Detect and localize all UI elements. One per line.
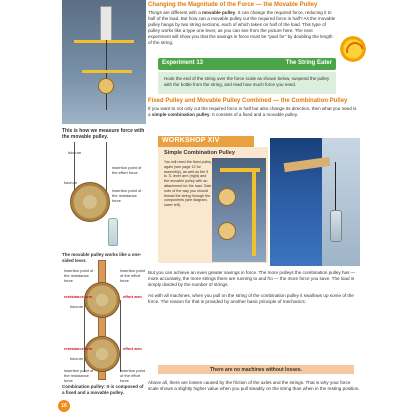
experiment-label: Experiment 13 <box>162 60 204 66</box>
caption-combination-pulley: Combination pulley: It is composed of a fixed and a movable pulley. <box>62 384 144 395</box>
label-resistance-arm-1: resistance arm <box>64 294 93 299</box>
heading-movable-pulley: Changing the Magnitude of the Force — the Movable Pulley <box>148 2 318 8</box>
principle-text: There are no machines without losses. <box>210 366 302 373</box>
label-insertion-resistance: insertion point of the resistance force <box>112 188 142 203</box>
label-insertion-effort-3: insertion point of the effort force <box>120 368 145 383</box>
movable-pulley-disc <box>70 182 110 222</box>
label-fulcrum-2: fulcrum <box>70 356 84 361</box>
paragraph-greater-savings: But you can achieve an even greater savings in force. The more pulleys the combination pulley has — more accurately, the more strings there are running to and fro — the more force you save. The load is simply divided by the number of strings. <box>148 270 356 287</box>
caption-force-measurement: This is how we measure force with the movable pulley. <box>62 128 145 140</box>
movable-pulley-disc-2 <box>84 336 120 372</box>
label-resistance-arm-2: resistance arm <box>64 346 93 351</box>
label-effort-arm-2: effort arm <box>123 346 142 351</box>
caption-one-sided-lever: The movable pulley works like a one-sided lever. <box>62 252 142 263</box>
force-scale <box>100 6 112 42</box>
paragraph-machines: As with all machines, when you pull on the string of the combination pulley it swallows up some of the force. The reason for that is provided by another basic principle of mechanics: <box>148 292 354 304</box>
experiment-title: The String Eater <box>285 60 332 66</box>
section-movable-pulley <box>148 2 360 45</box>
label-effort-arm-1: effort arm <box>123 294 142 299</box>
principle-highlight <box>158 365 354 374</box>
experiment-banner <box>158 58 336 70</box>
workshop-text: You will need the fixed pulley again (see page 12 for assembly), as well as the 5 to 7L lever arm (right) and the movable pulley with an attachment for the load. Take note of the way you should thread the string through the components (see diagram, lower left). <box>164 160 212 208</box>
label-insertion-effort: insertion point of the effort force <box>112 165 142 175</box>
fixed-pulley-disc <box>84 282 120 318</box>
workshop-assembly-photo <box>212 158 266 262</box>
bottle-load-2 <box>330 210 342 242</box>
experiment-text: Hook the end of the string over the force scale as shown below, suspend the pulley with the bottle from the string, and read how much force you need. <box>164 76 330 87</box>
section-savings <box>148 270 360 305</box>
workshop-demo-photo <box>270 138 360 266</box>
paragraph-losses: Above all, there are losses caused by the friction of the axles and the strings. That is why your force scale shows a slightly higher value when you pull steadily on the string than when in the resting position. <box>148 380 360 391</box>
workshop-label: WORKSHOP XIV <box>162 137 220 144</box>
force-measurement-photo <box>62 0 146 124</box>
label-fulcrum-1: fulcrum <box>70 304 84 309</box>
lever-rod <box>74 40 134 43</box>
label-fulcrum-mid: fulcrum <box>64 180 78 185</box>
experiment-box <box>158 72 336 94</box>
section-losses <box>148 380 360 392</box>
paragraph-combination-pulley: If you want to not only cut the required force in half but also change its direction, then what you need is a simple combination pulley. It consists of a fixed and a movable pulley. <box>148 106 357 117</box>
label-insertion-resistance-3: insertion point of the resistance force <box>64 368 94 383</box>
workshop-title: Simple Combination Pulley <box>164 150 235 156</box>
page-number-badge <box>58 400 70 412</box>
label-insertion-effort-2: insertion point of the effort force <box>120 268 145 283</box>
section-combination-pulley <box>148 98 360 118</box>
paragraph-movable-pulley: Things are different with a movable pulley. It can change the required force, reducing it to half of the load. But how can a movable pulley cut the required force in half? As the movable pulley hangs by two string sections, each of which takes on half of the load. This type of pulley works like a type one lever, as you can see from the picture here. The next experiment will show you that the savings in force must be "paid for" by doubling the length of the string. <box>148 10 336 45</box>
heading-combination-pulley: Fixed Pulley and Movable Pulley Combined — the Combination Pulley <box>148 98 348 104</box>
workshop-banner <box>158 136 254 147</box>
lever-rod-lower <box>82 70 132 73</box>
bottle-load <box>108 218 118 246</box>
page-number: 16 <box>61 403 67 409</box>
label-insertion-resistance-2: insertion point of the resistance force <box>64 268 94 283</box>
label-fulcrum-top: fulcrum <box>68 150 82 155</box>
movable-pulley-wheel <box>98 78 114 94</box>
sun-icon <box>338 34 368 64</box>
string <box>106 40 107 110</box>
